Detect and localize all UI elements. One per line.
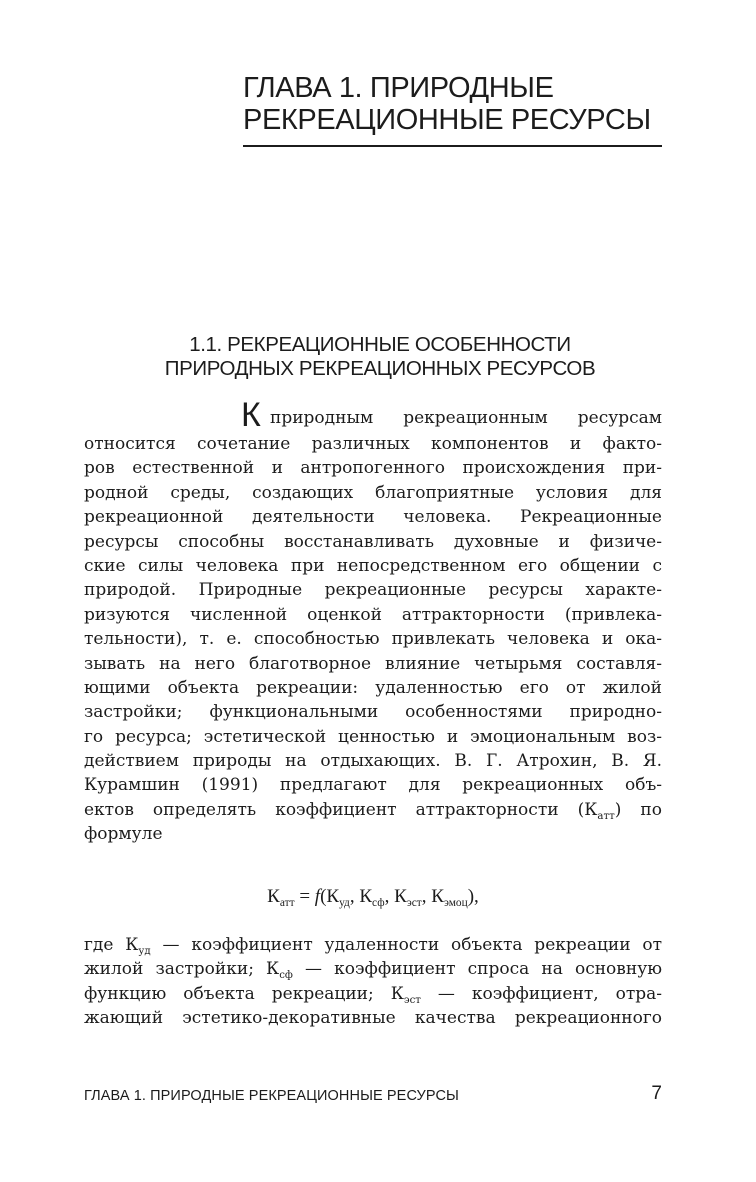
text-line: ющими объекта рекреации: удаленностью его от жилой [84, 677, 662, 698]
text-line: ризуются численной оценкой аттракторности (привлека- [84, 604, 662, 625]
formula-subscript: сф [372, 897, 385, 909]
chapter-title-line-2: РЕКРЕАЦИОННЫЕ РЕСУРСЫ [243, 104, 651, 136]
text-line: ров естественной и антропогенного происхождения при- [84, 458, 662, 479]
subscript: уд [138, 946, 151, 957]
body-paragraph-1 [84, 432, 662, 847]
formula-function: f [314, 886, 321, 907]
body-paragraph-2 [84, 933, 662, 1031]
text-line: го ресурса; эстетической ценностью и эмоциональным воз- [84, 726, 662, 747]
formula-subscript: уд [339, 897, 350, 909]
formula-equals: = [294, 886, 315, 907]
formula-symbol: К [267, 886, 280, 907]
text-fragment: — коэффициент спроса на основную [292, 959, 662, 980]
subscript: эст [403, 994, 421, 1006]
chapter-title [243, 72, 663, 136]
paragraph-lead [84, 396, 662, 434]
text-line: рекреационной деятельности человека. Рекреационные [84, 507, 662, 528]
formula-symbol: , К [421, 886, 444, 907]
section-title [90, 333, 670, 381]
formula [84, 886, 662, 908]
page-number: 7 [651, 1083, 662, 1104]
subscript: сф [279, 970, 293, 982]
formula-symbol: , К [384, 886, 407, 907]
formula-subscript: эмоц [443, 897, 468, 909]
text-line-with-subscript [84, 957, 662, 981]
text-line: родной среды, создающих благоприятные условия для [84, 482, 662, 503]
paragraph-first-line: природным рекреационным ресурсам [270, 408, 662, 428]
formula-symbol: , К [349, 886, 373, 907]
chapter-divider [243, 145, 662, 147]
text-line: действием природы на отдыхающих. В. Г. Атрохин, В. Я. [84, 751, 662, 772]
drop-cap: К [241, 396, 261, 434]
text-fragment: ) по [614, 799, 662, 820]
section-title-line-1: 1.1. РЕКРЕАЦИОННЫЕ ОСОБЕННОСТИ [189, 333, 571, 356]
text-line: относится сочетание различных компонентов и факто- [84, 434, 662, 454]
text-line: природой. Природные рекреационные ресурсы характе- [84, 580, 662, 601]
text-line: тельности), т. е. способностью привлекать человека и ока- [84, 629, 662, 650]
formula-subscript: эст [406, 897, 422, 909]
formula-symbol: (К [320, 886, 340, 907]
text-line: формуле [84, 824, 163, 845]
text-line: зывать на него благотворное влияние четырьмя составля- [84, 653, 662, 674]
section-title-line-2: ПРИРОДНЫХ РЕКРЕАЦИОННЫХ РЕСУРСОВ [164, 357, 596, 380]
formula-subscript: атт [279, 897, 295, 909]
text-line: Курамшин (1991) предлагают для рекреационных объ- [84, 775, 662, 796]
text-fragment: функцию объекта рекреации; К [84, 983, 404, 1004]
text-line: ресурсы способны восстанавливать духовные и физиче- [84, 531, 662, 552]
text-fragment: ектов определять коэффициент аттрактoрности (К [84, 799, 598, 820]
formula-symbol: ), [467, 886, 479, 907]
text-line-with-subscript [84, 982, 662, 1006]
text-line-with-subscript [84, 798, 662, 822]
text-fragment: жилой застройки; К [84, 959, 280, 980]
running-head: ГЛАВА 1. ПРИРОДНЫЕ РЕКРЕАЦИОННЫЕ РЕСУРСЫ [84, 1088, 459, 1104]
text-fragment: где К [84, 935, 139, 955]
text-line: ские силы человека при непосредственном его общении с [84, 555, 662, 576]
text-line: жающий эстетико-декоративные качества рекреационного [84, 1008, 662, 1029]
subscript: атт [597, 810, 615, 822]
text-fragment: — коэффициент удаленности объекта рекреации от [150, 935, 663, 955]
text-line: застройки; функциональными особенностями природно- [84, 702, 662, 723]
chapter-title-line-1: ГЛАВА 1. ПРИРОДНЫЕ [243, 72, 554, 104]
text-fragment: — коэффициент, отра- [420, 983, 662, 1004]
text-line-with-subscript [84, 933, 662, 957]
